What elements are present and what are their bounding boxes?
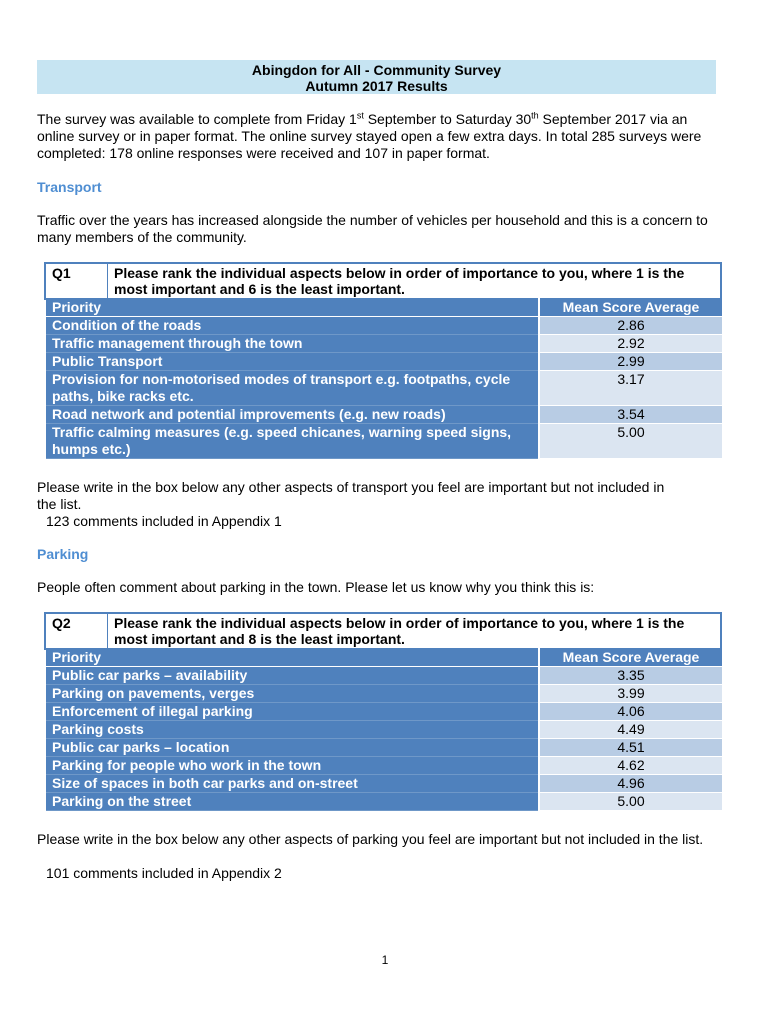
priority-label: Parking on pavements, verges: [46, 685, 538, 703]
intro-text-2: September to Saturday 30: [363, 111, 532, 127]
mean-score: 5.00: [538, 793, 722, 811]
mean-score: 2.99: [538, 353, 722, 371]
title-line-1: Abingdon for All - Community Survey: [251, 62, 502, 78]
parking-write-in: Please write in the box below any other aspects of parking you feel are important but not included in the list.: [37, 831, 704, 847]
mean-score: 3.17: [538, 371, 722, 406]
table-row: [46, 685, 722, 703]
mean-score: 3.35: [538, 667, 722, 685]
q1-ranking-table: [46, 298, 722, 459]
priority-label: Public car parks – location: [46, 739, 538, 757]
intro-text-3: September 2017 via an online survey or in paper format. The online survey stayed open a few extra days. In total 285 surveys were completed: 178 online responses were received and 107 in paper format.: [37, 111, 702, 161]
q1-number: Q1: [46, 264, 108, 298]
transport-heading: Transport: [37, 179, 102, 195]
q1-col-priority: Priority: [46, 298, 538, 317]
title-line-2: Autumn 2017 Results: [305, 78, 448, 94]
table-row: [46, 775, 722, 793]
priority-label: Traffic management through the town: [46, 335, 538, 353]
priority-label: Parking for people who work in the town: [46, 757, 538, 775]
transport-write-in: Please write in the box below any other aspects of transport you feel are important but not included in the list.: [37, 479, 665, 512]
q2-header: [44, 612, 722, 650]
priority-label: Traffic calming measures (e.g. speed chicanes, warning speed signs, humps etc.): [46, 424, 538, 459]
priority-label: Size of spaces in both car parks and on-street: [46, 775, 538, 793]
table-row: [46, 721, 722, 739]
mean-score: 4.06: [538, 703, 722, 721]
priority-label: Provision for non-motorised modes of transport e.g. footpaths, cycle paths, bike racks etc.: [46, 371, 538, 406]
priority-label: Enforcement of illegal parking: [46, 703, 538, 721]
mean-score: 2.92: [538, 335, 722, 353]
table-row: [46, 371, 722, 406]
table-row: [46, 424, 722, 459]
mean-score: 4.49: [538, 721, 722, 739]
q1-question: Please rank the individual aspects below in order of importance to you, where 1 is the most important and 6 is the least important.: [114, 265, 685, 297]
table-row: [46, 793, 722, 811]
table-row: [46, 703, 722, 721]
parking-intro: People often comment about parking in the town. Please let us know why you think this is:: [37, 579, 595, 595]
mean-score: 5.00: [538, 424, 722, 459]
intro-sup-1: st: [356, 110, 364, 121]
q1-header: [44, 262, 722, 300]
q2-number: Q2: [46, 614, 108, 648]
mean-score: 4.51: [538, 739, 722, 757]
document-title: [37, 60, 716, 94]
table-row: [46, 353, 722, 371]
transport-comments: 123 comments included in Appendix 1: [46, 513, 282, 529]
table-row: [46, 335, 722, 353]
table-row: [46, 406, 722, 424]
intro-sup-2: th: [531, 110, 539, 121]
page-number: 1: [381, 953, 389, 967]
mean-score: 3.99: [538, 685, 722, 703]
q2-col-priority: Priority: [46, 648, 538, 667]
table-row: [46, 757, 722, 775]
transport-intro: Traffic over the years has increased alongside the number of vehicles per household and this is a concern to many members of the community.: [37, 212, 708, 245]
priority-label: Road network and potential improvements (e.g. new roads): [46, 406, 538, 424]
q2-question: Please rank the individual aspects below in order of importance to you, where 1 is the most important and 8 is the least important.: [114, 615, 685, 647]
intro-paragraph: [37, 111, 727, 162]
q2-col-score: Mean Score Average: [538, 648, 722, 667]
priority-label: Condition of the roads: [46, 317, 538, 335]
parking-heading: Parking: [37, 546, 89, 562]
table-row: [46, 739, 722, 757]
table-row: [46, 317, 722, 335]
mean-score: 4.62: [538, 757, 722, 775]
priority-label: Public car parks – availability: [46, 667, 538, 685]
q2-ranking-table: [46, 648, 722, 811]
priority-label: Parking costs: [46, 721, 538, 739]
mean-score: 2.86: [538, 317, 722, 335]
parking-comments: 101 comments included in Appendix 2: [46, 865, 282, 881]
mean-score: 4.96: [538, 775, 722, 793]
intro-text-1: The survey was available to complete from Friday 1: [37, 111, 357, 127]
priority-label: Parking on the street: [46, 793, 538, 811]
mean-score: 3.54: [538, 406, 722, 424]
priority-label: Public Transport: [46, 353, 538, 371]
table-row: [46, 667, 722, 685]
q1-col-score: Mean Score Average: [538, 298, 722, 317]
